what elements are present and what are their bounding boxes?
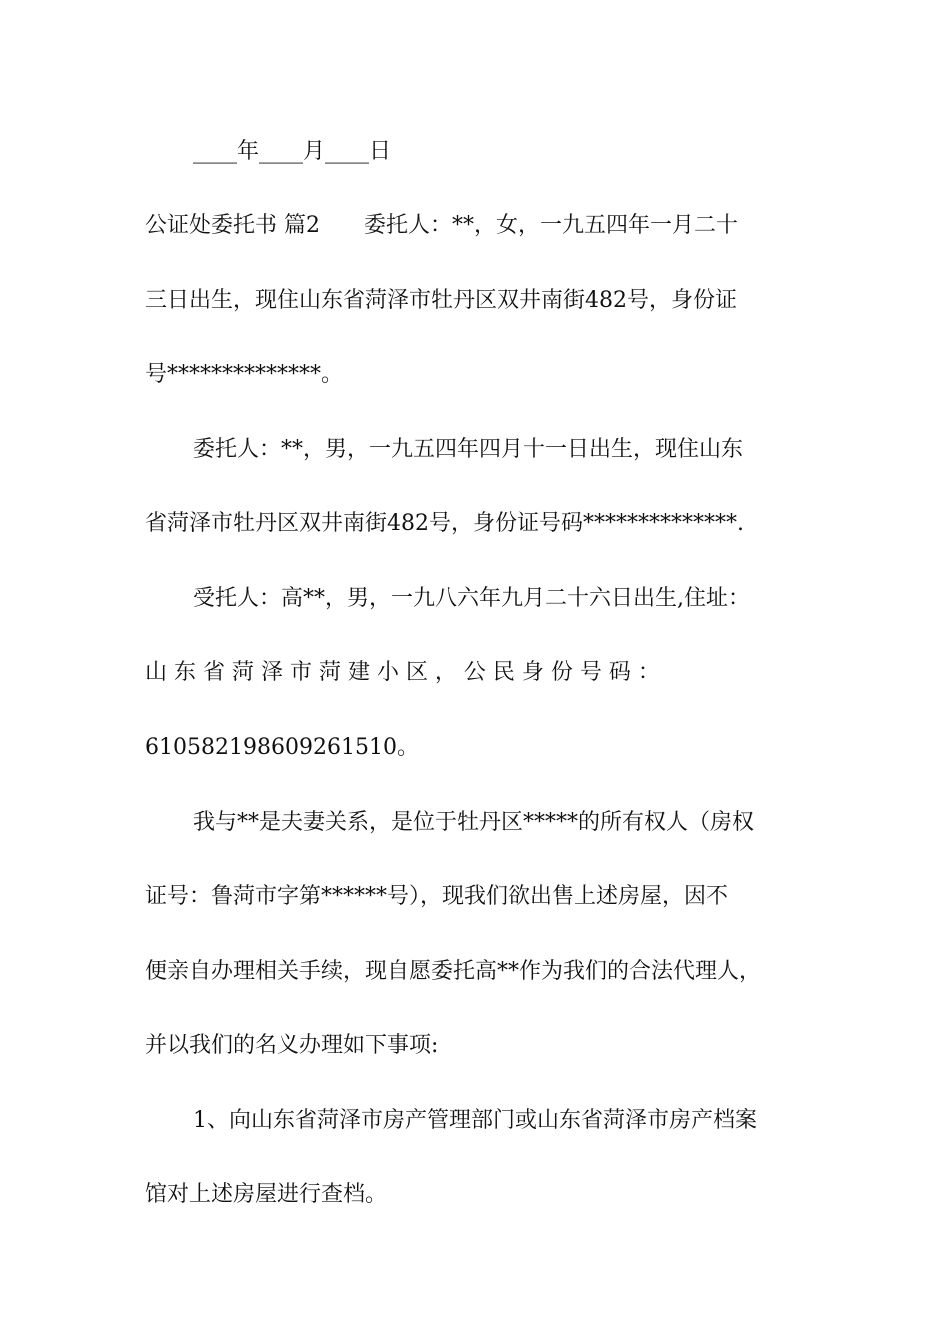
text-line: 公证处委托书 篇2 委托人：**，女，一九五四年一月二十	[145, 213, 738, 238]
text-line: 610582198609261510。	[145, 735, 419, 760]
text-line: 委托人：**，男，一九五四年四月十一日出生，现住山东	[193, 437, 744, 462]
text-line: 证号：鲁菏市字第******号），现我们欲出售上述房屋，因不	[145, 884, 729, 909]
text-line: 三日出生，现住山东省菏泽市牡丹区双井南街482号，身份证	[145, 288, 737, 313]
text-line: 1、向山东省菏泽市房产管理部门或山东省菏泽市房产档案	[193, 1108, 757, 1133]
date-line: ____年____月____日	[193, 139, 392, 164]
text-line: 受托人：高**，男，一九八六年九月二十六日出生,住址：	[193, 586, 750, 611]
text-line: 省菏泽市牡丹区双井南街482号，身份证号码**************.	[145, 511, 744, 536]
text-line: 馆对上述房屋进行查档。	[145, 1182, 388, 1207]
text-line: 号**************。	[145, 362, 344, 387]
text-line: 我与**是夫妻关系，是位于牡丹区*****的所有权人（房权	[193, 810, 755, 835]
text-line: 并以我们的名义办理如下事项:	[145, 1033, 439, 1058]
text-line: 便亲自办理相关手续，现自愿委托高**作为我们的合法代理人，	[145, 959, 762, 984]
text-line: 山 东 省 菏 泽 市 菏 建 小 区 ， 公 民 身 份 号 码 ：	[145, 660, 660, 685]
